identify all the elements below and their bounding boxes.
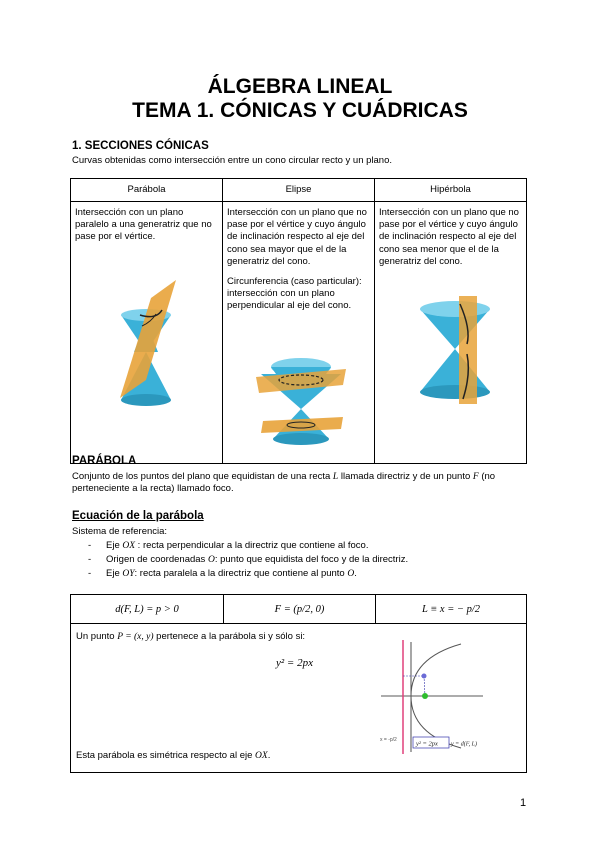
reference-item-origin: - Origen de coordenadas O: punto que equidista del foco y de la directriz. — [88, 553, 408, 567]
definition-part-a: Conjunto de los puntos del plano que equidistan de una recta — [72, 471, 333, 482]
reference-label: Sistema de referencia: — [72, 526, 168, 537]
header-parabola: Parábola — [71, 179, 223, 202]
reference-item-axis-ox: - Eje OX : recta perpendicular a la directriz que contiene al foco. — [88, 539, 408, 553]
definition-math-F: F — [472, 472, 479, 482]
symmetry-statement: Esta parábola es simétrica respecto al eje OX. — [76, 750, 271, 761]
graph-distance-label: y = d(F, L) — [451, 741, 477, 748]
definition-part-b: llamada directriz y de un punto — [338, 471, 473, 482]
parabola-cone-illustration — [96, 270, 196, 440]
definition-math-L: L — [332, 472, 339, 482]
formula-row — [71, 595, 526, 624]
cell-hyperbola — [375, 202, 526, 463]
formula-directrix: L ≡ x = − p/2 — [421, 603, 481, 615]
reference-item-axis-oy: - Eje OY: recta paralela a la directriz que contiene al punto O. — [88, 567, 408, 581]
title-line-1: ÁLGEBRA LINEAL — [207, 75, 393, 98]
conics-table — [70, 178, 527, 464]
cell-ellipse — [223, 202, 374, 463]
page-number: 1 — [520, 797, 527, 809]
parabola-definition — [72, 471, 532, 495]
reference-list — [88, 539, 408, 581]
hyperbola-description: Intersección con un plano que no pase por el vértice y cuyo ángulo de inclinación respecto al eje del cono sea menor que el de la generatriz del cono. — [379, 207, 519, 267]
header-hyperbola: Hipérbola — [375, 179, 527, 202]
section-heading-conics: 1. SECCIONES CÓNICAS — [72, 140, 209, 152]
equation-heading: Ecuación de la parábola — [72, 510, 204, 522]
formula-distance: d(F, L) = p > 0 — [115, 603, 179, 615]
parabola-graph — [379, 638, 485, 756]
ellipse-cone-illustration — [251, 349, 351, 454]
parabola-equation: y² = 2px — [276, 657, 313, 669]
parabola-formula-table — [70, 594, 527, 773]
header-ellipse: Elipse — [223, 179, 375, 202]
circle-description: Circunferencia (caso particular): intersección con un plano perpendicular al eje del cono. — [227, 276, 362, 312]
section-intro: Curvas obtenidas como intersección entre un cono circular recto y un plano. — [72, 155, 393, 166]
definition-line-2: perteneciente a la recta) llamado foco. — [72, 483, 234, 494]
parabola-heading: PARÁBOLA — [72, 455, 137, 467]
ellipse-description: Intersección con un plano que no pase por el vértice y cuyo ángulo de inclinación respecto al eje del cono sea mayor que el de la generatriz del cono. — [227, 207, 367, 267]
title-line-2: TEMA 1. CÓNICAS Y CUÁDRICAS — [132, 99, 468, 122]
parabola-description: Intersección con un plano paralelo a una generatriz que no pase por el vértice. — [75, 207, 212, 243]
graph-equation-label: y² = 2px — [416, 740, 438, 748]
definition-part-c: (no — [478, 471, 496, 482]
point-statement: Un punto P = (x, y) pertenece a la parábola si y sólo si: — [76, 631, 306, 642]
hyperbola-cone-illustration — [405, 274, 505, 424]
cell-parabola — [71, 202, 222, 463]
formula-focus: F = (p/2, 0) — [274, 603, 325, 615]
graph-tick-label: x = -p/2 — [380, 737, 397, 743]
